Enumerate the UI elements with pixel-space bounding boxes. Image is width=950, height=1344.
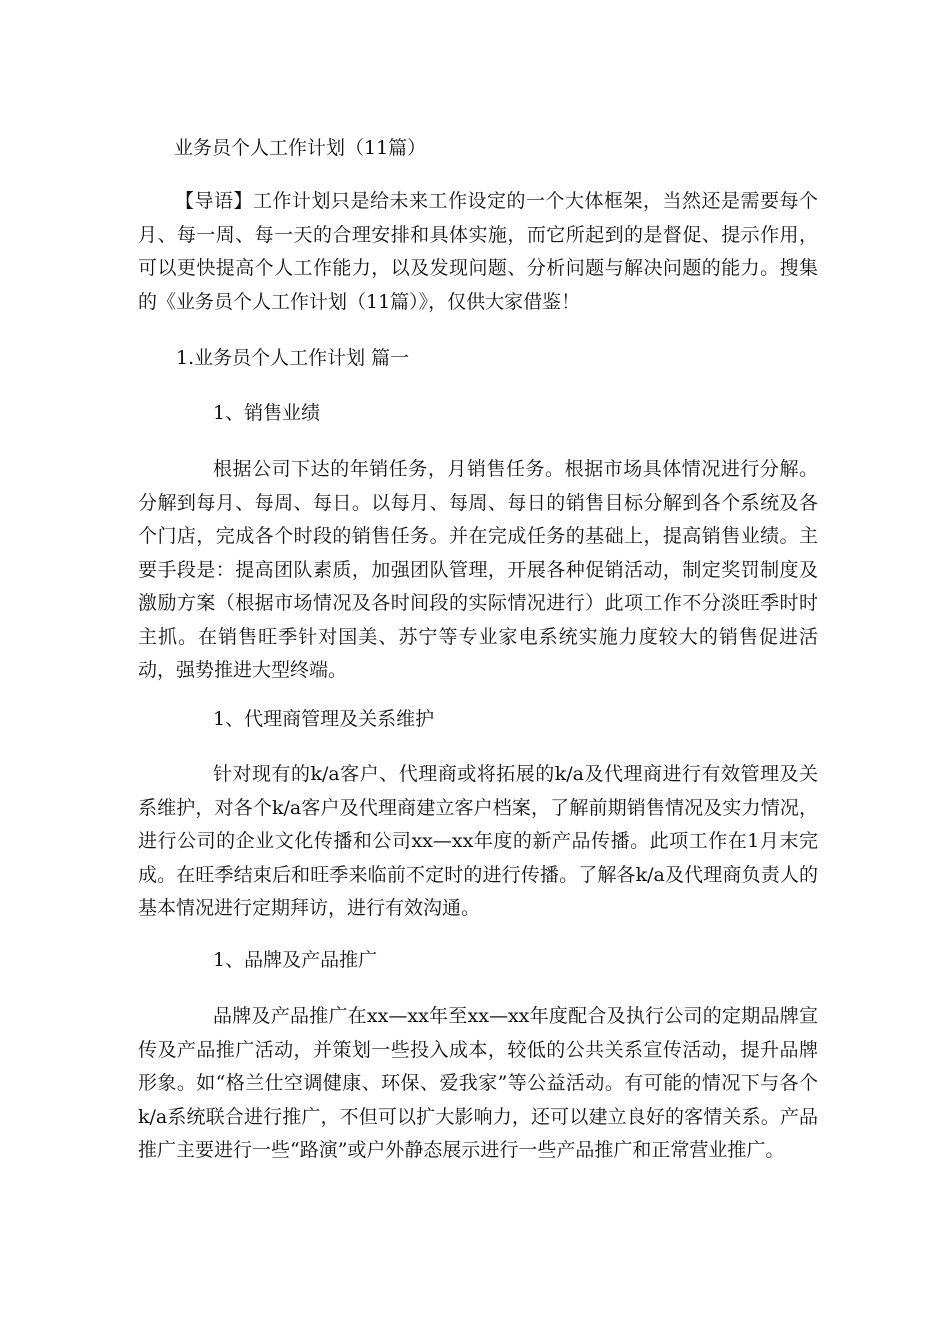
document-title: 业务员个人工作计划（11篇） (174, 137, 427, 159)
subsection-body-agents: 针对现有的k/a客户、代理商或将拓展的k/a及代理商进行有效管理及关系维护，对各个k/a客户及代理商建立客户档案，了解前期销售情况及实力情况，进行公司的企业文化传播和公司xx—xx年度的新产品传播。此项工作在1月末完成。在旺季结束后和旺季来临前不定时的进行传播。了解各k/a及代理商负责人的基本情况进行定期拜访，进行有效沟通。 (138, 763, 818, 919)
subsection-heading-sales: 1、销售业绩 (213, 402, 321, 424)
section-title: 1.业务员个人工作计划 篇一 (176, 347, 410, 369)
intro-paragraph: 【导语】工作计划只是给未来工作设定的一个大体框架，当然还是需要每个月、每一周、每一天的合理安排和具体实施，而它所起到的是督促、提示作用，可以更快提高个人工作能力，以及发现问题、分析问题与解决问题的能力。搜集的《业务员个人工作计划（11篇）》，仅供大家借鉴！ (138, 190, 818, 313)
subsection-heading-brand: 1、品牌及产品推广 (213, 949, 378, 971)
subsection-body-brand: 品牌及产品推广在xx—xx年至xx—xx年度配合及执行公司的定期品牌宣传及产品推广活动，并策划一些投入成本，较低的公共关系宣传活动，提升品牌形象。如“格兰仕空调健康、环保、爱我家”等公益活动。有可能的情况下与各个k/a系统联合进行推广，不但可以扩大影响力，还可以建立良好的客情关系。产品推广主要进行一些“路演”或户外静态展示进行一些产品推广和正常营业推广。 (138, 1005, 818, 1161)
subsection-heading-agents: 1、代理商管理及关系维护 (213, 708, 435, 730)
subsection-body-sales: 根据公司下达的年销任务，月销售任务。根据市场具体情况进行分解。分解到每月、每周、每日。以每月、每周、每日的销售目标分解到各个系统及各个门店，完成各个时段的销售任务。并在完成任务的基础上，提高销售业绩。主要手段是：提高团队素质，加强团队管理，开展各种促销活动，制定奖罚制度及激励方案（根据市场情况及各时间段的实际情况进行）此项工作不分淡旺季时时主抓。在销售旺季针对国美、苏宁等专业家电系统实施力度较大的销售促进活动，强势推进大型终端。 (138, 458, 818, 681)
